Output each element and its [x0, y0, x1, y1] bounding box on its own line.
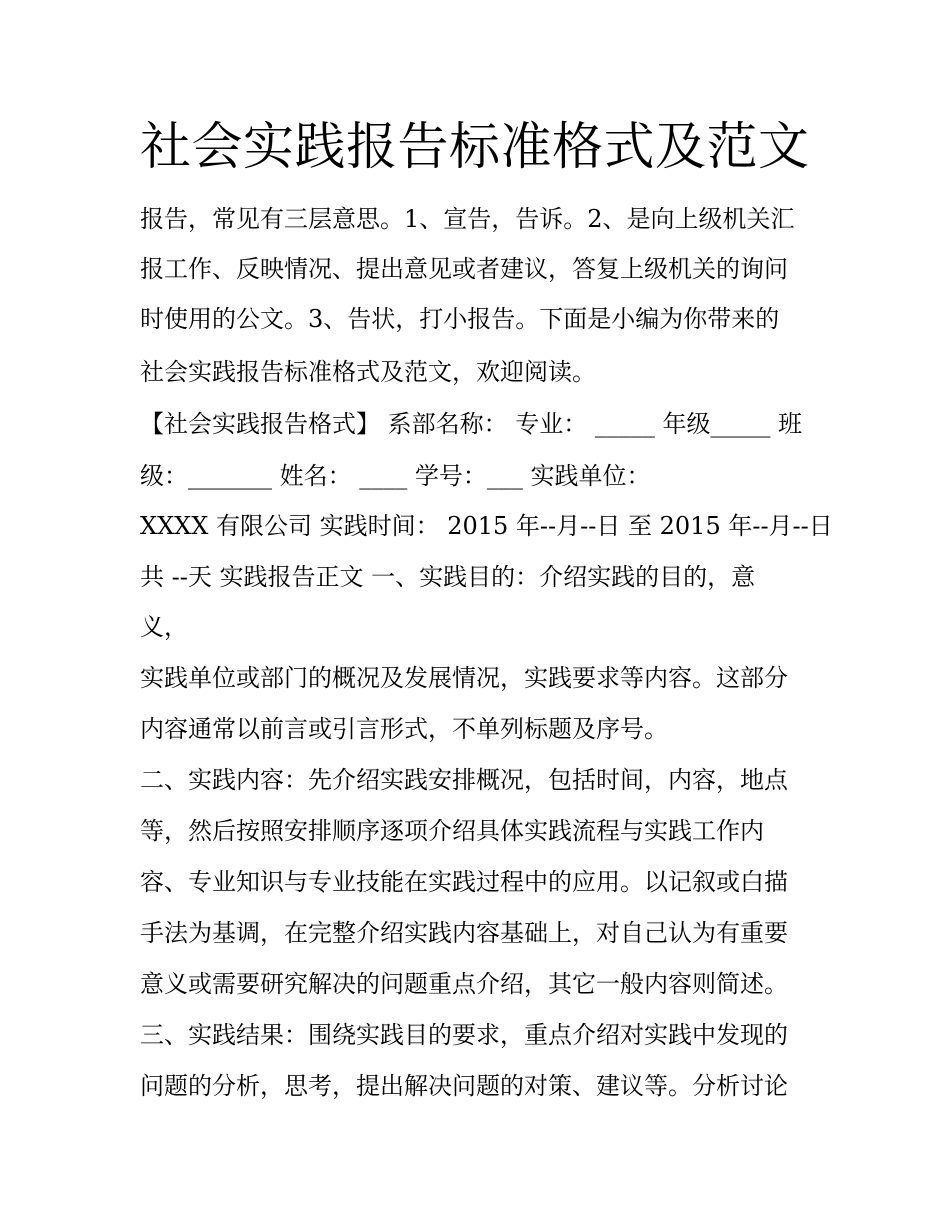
body-line-1: 报告，常见有三层意思。1、宣告，告诉。2、是向上级机关汇 [140, 205, 795, 233]
body-line-2: 报工作、反映情况、提出意见或者建议，答复上级机关的询问 [140, 255, 788, 283]
body-line-8: 共 --天 实践报告正文 一、实践目的：介绍实践的目的，意 [140, 563, 756, 591]
body-line-3: 时使用的公文。3、告状，打小报告。下面是小编为你带来的 [140, 305, 780, 333]
body-line-12: 二、实践内容：先介绍实践安排概况，包括时间，内容，地点 [140, 766, 788, 794]
body-line-7: XXXX 有限公司 实践时间： 2015 年--月--日 至 2015 年--月--日 [140, 512, 833, 540]
body-line-9: 义， [140, 613, 188, 641]
body-line-16: 意义或需要研究解决的问题重点介绍，其它一般内容则简述。 [140, 970, 788, 998]
body-line-5: 【社会实践报告格式】 系部名称： 专业： _____ 年级_____ 班 [140, 410, 803, 438]
body-line-17: 三、实践结果：围绕实践目的要求，重点介绍对实践中发现的 [140, 1021, 788, 1049]
body-line-14: 容、专业知识与专业技能在实践过程中的应用。以记叙或白描 [140, 868, 788, 896]
body-line-13: 等，然后按照安排顺序逐项介绍具体实践流程与实践工作内 [140, 817, 764, 845]
body-line-11: 内容通常以前言或引言形式，不单列标题及序号。 [140, 715, 668, 743]
body-line-18: 问题的分析，思考，提出解决问题的对策、建议等。分析讨论 [140, 1072, 788, 1100]
document-title: 社会实践报告标准格式及范文 [140, 118, 810, 177]
body-line-10: 实践单位或部门的概况及发展情况，实践要求等内容。这部分 [140, 664, 788, 692]
body-line-4: 社会实践报告标准格式及范文，欢迎阅读。 [140, 358, 596, 386]
body-line-6: 级：_______ 姓名： ____ 学号：___ 实践单位： [140, 462, 651, 490]
body-line-15: 手法为基调，在完整介绍实践内容基础上，对自己认为有重要 [140, 919, 788, 947]
